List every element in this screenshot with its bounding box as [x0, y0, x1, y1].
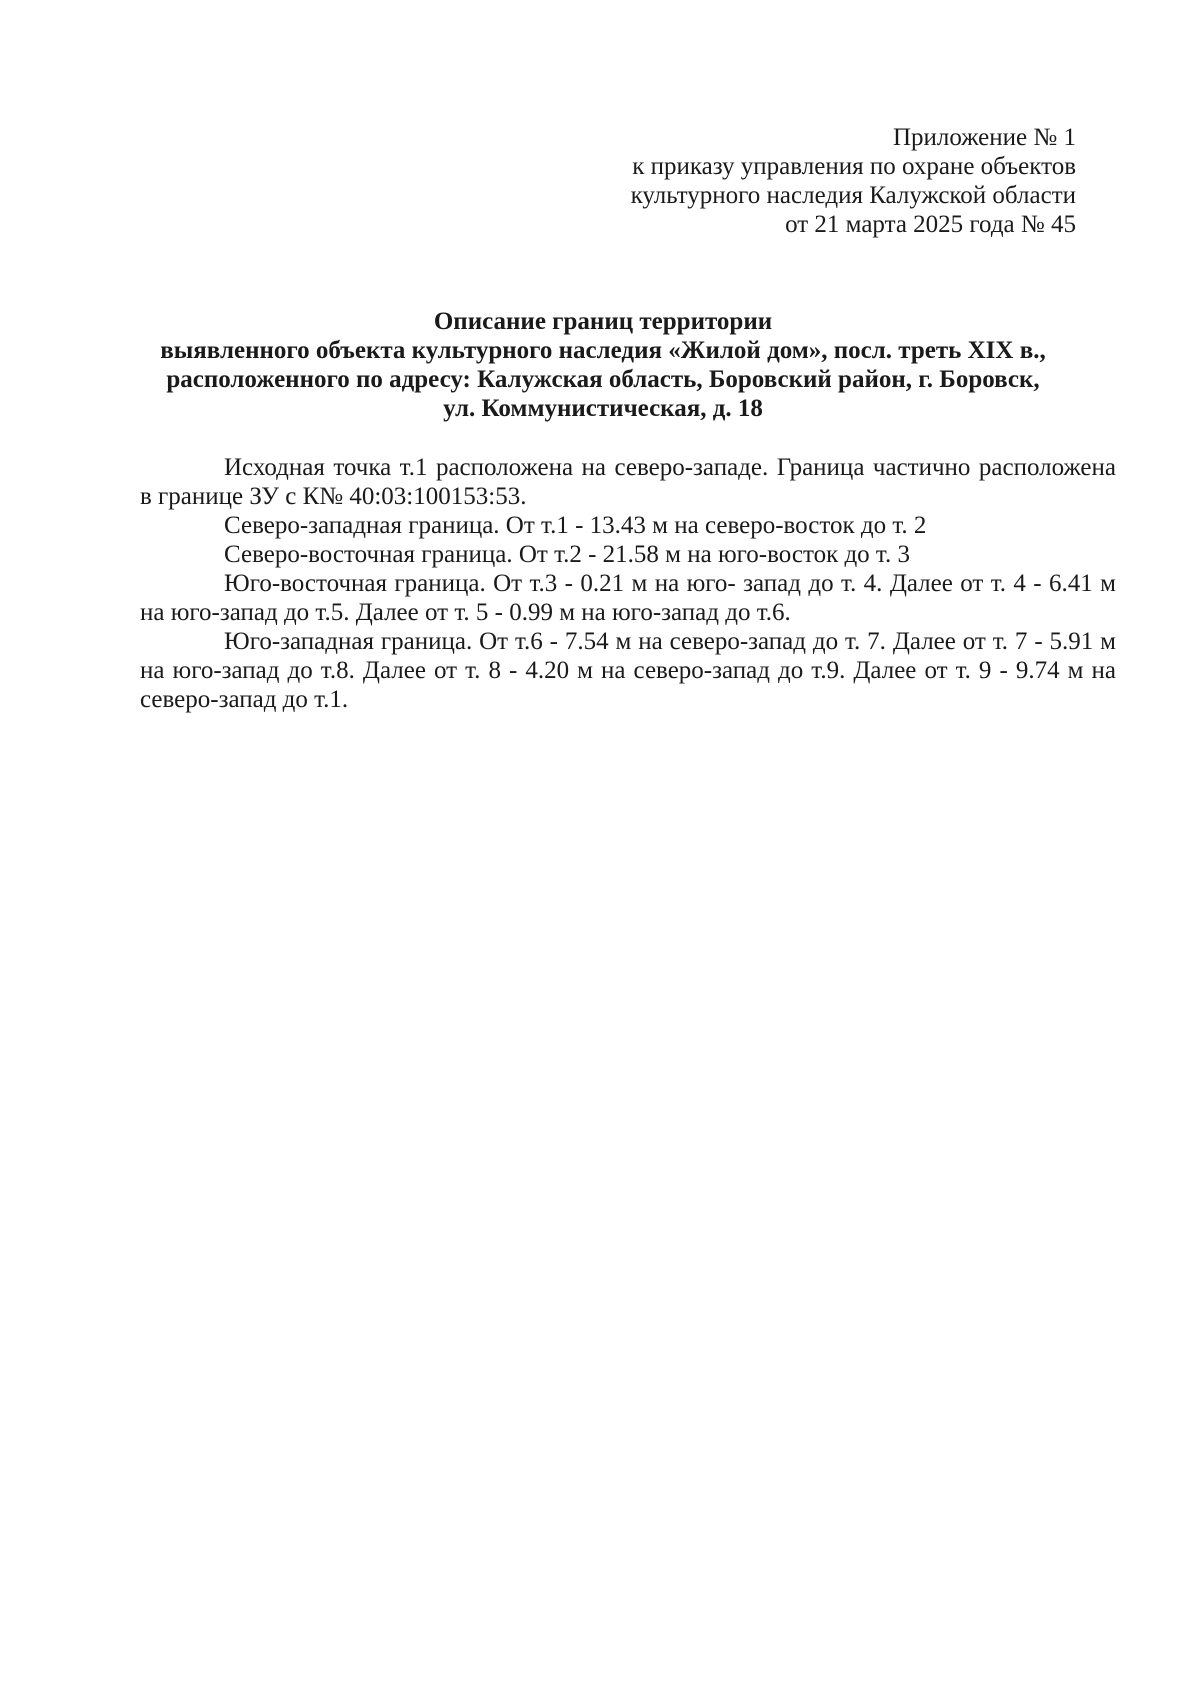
paragraph-southwest-boundary: Юго-западная граница. От т.6 - 7.54 м на северо-запад до т. 7. Далее от т. 7 - 5.91 м на юго-запад до т.8. Далее от т. 8 - 4.20 м на северо-запад до т.9. Далее от т. 9 - 9.74 м на северо-запад до т.1. — [140, 628, 1116, 713]
paragraph-start-point: Исходная точка т.1 расположена на северо-западе. Граница частично расположена в границе ЗУ с К№ 40:03:100153:53. — [140, 454, 1116, 510]
boundary-description — [140, 453, 1116, 714]
title-line-2: выявленного объекта культурного наследия «Жилой дом», посл. треть XIX в., — [160, 337, 1046, 364]
title-line-1: Описание границ территории — [433, 308, 773, 335]
appendix-order-ref: к приказу управления по охране объектов — [632, 153, 1076, 180]
appendix-authority: культурного наследия Калужской области — [630, 182, 1076, 209]
appendix-number: Приложение № 1 — [892, 124, 1076, 151]
appendix-header — [476, 123, 1076, 239]
paragraph-northeast-boundary: Северо-восточная граница. От т.2 - 21.58 м на юго-восток до т. 3 — [224, 541, 910, 568]
document-title — [130, 307, 1076, 423]
paragraph-southeast-boundary: Юго-восточная граница. От т.3 - 0.21 м на юго- запад до т. 4. Далее от т. 4 - 6.41 м на юго-запад до т.5. Далее от т. 5 - 0.99 м на юго-запад до т.6. — [140, 570, 1116, 626]
title-line-4: ул. Коммунистическая, д. 18 — [443, 395, 763, 422]
title-line-3: расположенного по адресу: Калужская область, Боровский район, г. Боровск, — [166, 366, 1040, 393]
paragraph-northwest-boundary: Северо-западная граница. От т.1 - 13.43 м на северо-восток до т. 2 — [224, 512, 927, 539]
appendix-date: от 21 марта 2025 года № 45 — [785, 211, 1076, 238]
